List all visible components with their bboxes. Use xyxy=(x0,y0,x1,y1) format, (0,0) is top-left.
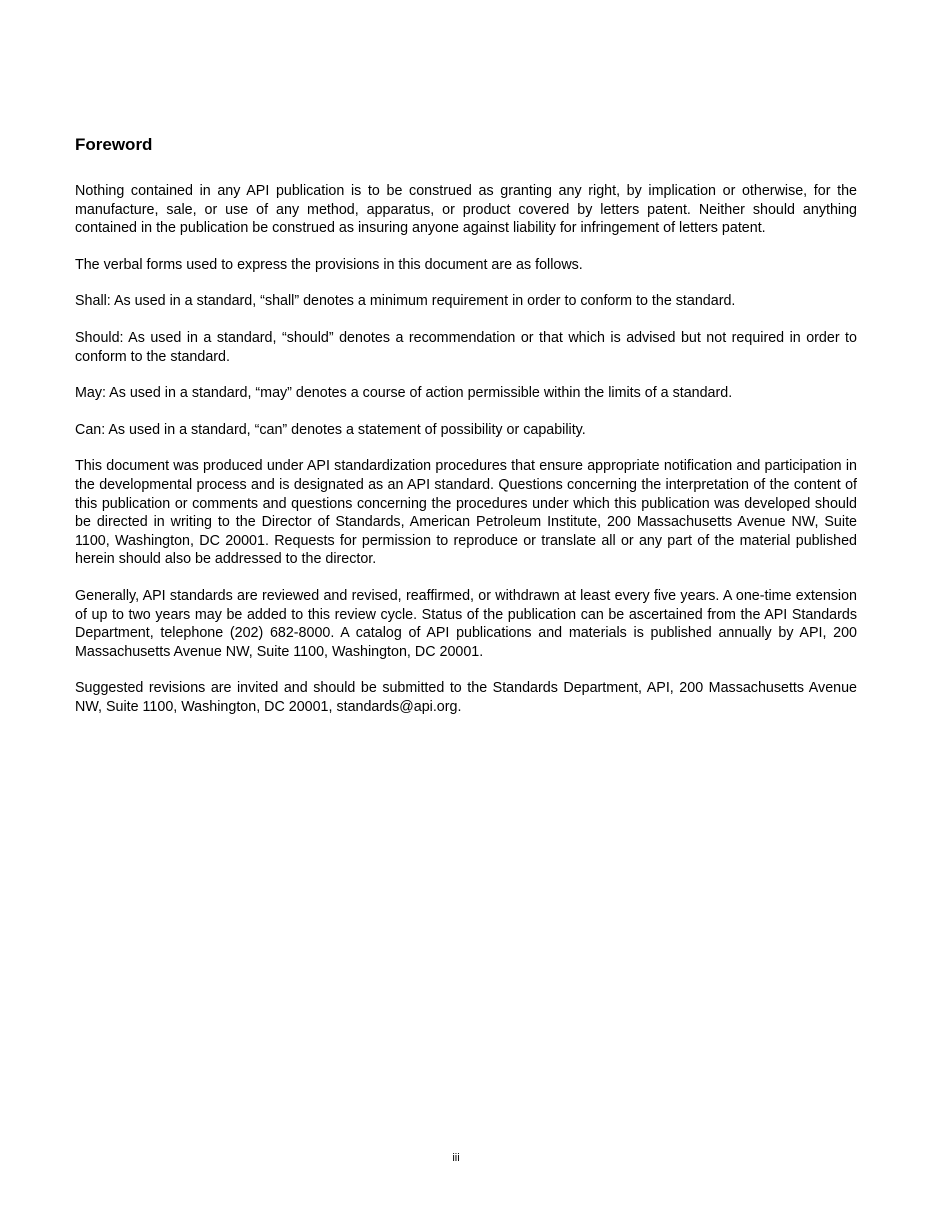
foreword-body xyxy=(75,182,857,734)
paragraph-verbal-forms-intro: The verbal forms used to express the provisions in this document are as follows. xyxy=(75,256,583,273)
paragraph-shall-definition: Shall: As used in a standard, “shall” denotes a minimum requirement in order to conform to the standard. xyxy=(75,293,736,310)
paragraph-patent-disclaimer: Nothing contained in any API publication is to be construed as granting any right, by implication or otherwise, for the manufacture, sale, or use of any method, apparatus, or product covered by letters patent. Neither should anything contained in the publication be construed as insuring anyone against liability for infringement of letters patent. xyxy=(75,183,857,237)
paragraph-can-definition: Can: As used in a standard, “can” denotes a statement of possibility or capability. xyxy=(75,421,586,438)
paragraph-suggested-revisions: Suggested revisions are invited and should be submitted to the Standards Department, API, 200 Massachusetts Avenue NW, Suite 1100, Washington, DC 20001, standards@api.org. xyxy=(75,680,857,715)
paragraph-standardization-procedures: This document was produced under API standardization procedures that ensure appropriate notification and participation in the developmental process and is designated as an API standard. Questions concerning the interpretation of the content of this publication or comments and questions concerning the procedures under which this publication was developed should be directed in writing to the Director of Standards, American Petroleum Institute, 200 Massachusetts Avenue NW, Suite 1100, Washington, DC 20001. Requests for permission to reproduce or translate all or any part of the material published herein should also be addressed to the director. xyxy=(75,458,857,568)
page-number: iii xyxy=(452,1152,460,1164)
paragraph-review-cycle: Generally, API standards are reviewed and revised, reaffirmed, or withdrawn at least every five years. A one-time extension of up to two years may be added to this review cycle. Status of the publication can be ascertained from the API Standards Department, telephone (202) 682-8000. A catalog of API publications and materials is published annually by API, 200 Massachusetts Avenue NW, Suite 1100, Washington, DC 20001. xyxy=(75,587,857,660)
paragraph-should-definition: Should: As used in a standard, “should” denotes a recommendation or that which is advised but not required in order to conform to the standard. xyxy=(75,329,857,365)
paragraph-may-definition: May: As used in a standard, “may” denotes a course of action permissible within the limits of a standard. xyxy=(75,385,733,402)
page-title: Foreword xyxy=(75,135,153,154)
